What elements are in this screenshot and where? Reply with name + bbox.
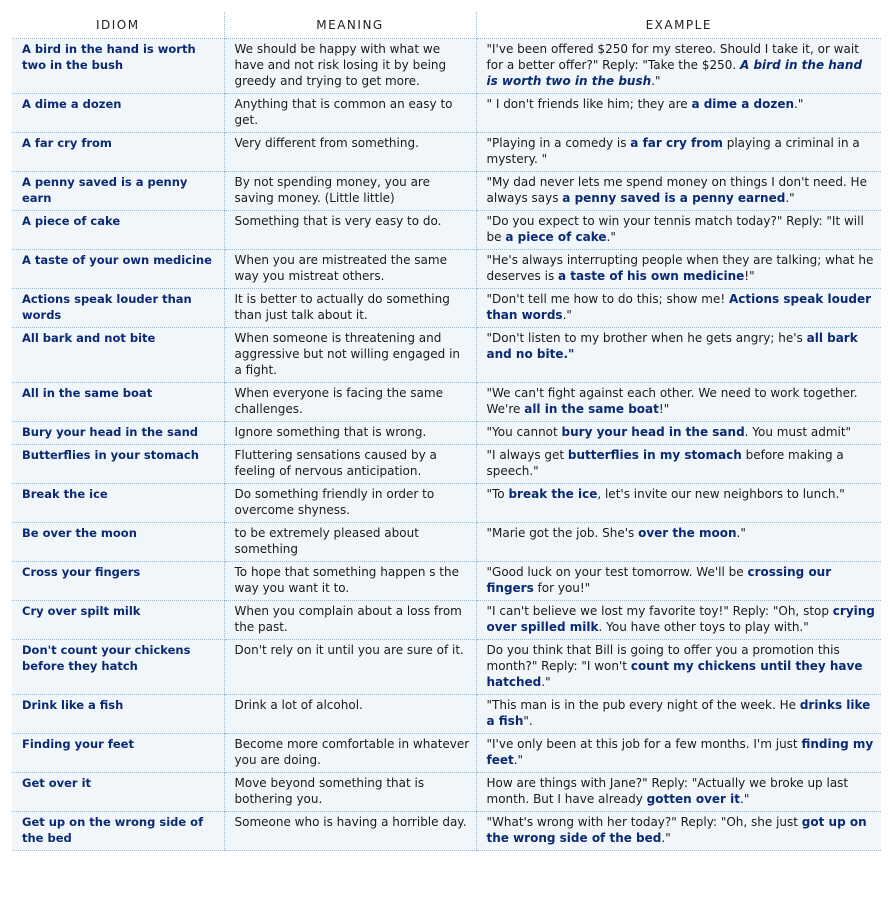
example-cell [476,734,881,773]
idiom-highlight: drinks like a fish [486,698,871,728]
idiom-highlight: got up on the wrong side of the bed [486,815,867,845]
table-row [12,445,881,484]
example-text: before making a speech." [486,448,844,478]
meaning-cell: To hope that something happen s the way you want it to. [224,562,476,601]
idiom-highlight: a piece of cake [505,230,607,244]
example-cell [476,94,881,133]
meaning-cell: It is better to actually do something than just talk about it. [224,289,476,328]
idiom-highlight: over the moon [638,526,737,540]
example-text: "Don't tell me how to do this; show me! [486,292,729,306]
example-text: "My dad never lets me spend money on things I don't need. He always says [486,175,867,205]
table-row [12,172,881,211]
example-text: "You cannot [486,425,562,439]
idiom-cell: Get up on the wrong side of the bed [12,812,224,851]
example-cell [476,172,881,211]
example-text: " I don't friends like him; they are [486,97,692,111]
idiom-cell: Break the ice [12,484,224,523]
example-text: "This man is in the pub every night of the week. He [486,698,800,712]
table-row [12,250,881,289]
idiom-cell: Be over the moon [12,523,224,562]
example-text: ". [523,714,533,728]
idiom-cell: A far cry from [12,133,224,172]
example-cell [476,640,881,695]
idiom-highlight: count my chickens until they have hatched [486,659,863,689]
example-cell [476,133,881,172]
idioms-table [12,12,881,851]
example-text: ." [661,831,671,845]
example-text: ." [651,74,661,88]
idiom-highlight: a taste of his own medicine [558,269,745,283]
example-text: "He's always interrupting people when they are talking; what he deserves is [486,253,874,283]
meaning-cell: to be extremely pleased about something [224,523,476,562]
table-row [12,773,881,812]
idiom-highlight: a penny saved is a penny earned [562,191,786,205]
example-text: "Do you expect to win your tennis match today?" Reply: "It will be [486,214,864,244]
example-cell [476,445,881,484]
meaning-cell: Something that is very easy to do. [224,211,476,250]
meaning-cell: When someone is threatening and aggressive but not willing engaged in a fight. [224,328,476,383]
table-row [12,812,881,851]
example-cell [476,289,881,328]
meaning-cell: Become more comfortable in whatever you are doing. [224,734,476,773]
example-cell [476,250,881,289]
example-cell [476,562,881,601]
example-text: ." [541,675,551,689]
meaning-cell: We should be happy with what we have and not risk losing it by being greedy and trying to get more. [224,39,476,94]
table-body [12,39,881,851]
example-text: ." [740,792,750,806]
idiom-cell: A penny saved is a penny earn [12,172,224,211]
example-text: "I always get [486,448,568,462]
meaning-cell: Do something friendly in order to overcome shyness. [224,484,476,523]
table-row [12,562,881,601]
example-text: . You have other toys to play with." [598,620,809,634]
meaning-cell: Move beyond something that is bothering you. [224,773,476,812]
example-text: "What's wrong with her today?" Reply: "Oh, she just [486,815,802,829]
idiom-cell: Drink like a fish [12,695,224,734]
idiom-highlight: gotten over it [646,792,740,806]
example-text: ." [785,191,795,205]
idiom-cell: Cry over spilt milk [12,601,224,640]
example-text: !" [658,402,670,416]
example-text: "I've been offered $250 for my stereo. Should I take it, or wait for a better offer?" Reply: "Take the $250. [486,42,859,72]
header-example: EXAMPLE [476,12,881,39]
table-row [12,289,881,328]
example-cell [476,601,881,640]
example-text: ." [562,308,572,322]
example-cell [476,484,881,523]
idiom-cell: Bury your head in the sand [12,422,224,445]
example-cell [476,211,881,250]
example-cell [476,695,881,734]
header-meaning: MEANING [224,12,476,39]
example-text: "I can't believe we lost my favorite toy!" Reply: "Oh, stop [486,604,833,618]
idiom-highlight: Actions speak louder than words [486,292,872,322]
table-row [12,133,881,172]
example-text: "Marie got the job. She's [486,526,639,540]
example-text: "Good luck on your test tomorrow. We'll be [486,565,748,579]
example-text: playing a criminal in a mystery. " [486,136,860,166]
example-text: . You must admit" [744,425,852,439]
idiom-cell: A piece of cake [12,211,224,250]
table-row [12,328,881,383]
idiom-cell: All bark and not bite [12,328,224,383]
meaning-cell: Ignore something that is wrong. [224,422,476,445]
example-cell [476,773,881,812]
table-row [12,484,881,523]
idiom-cell: Finding your feet [12,734,224,773]
example-cell [476,812,881,851]
example-text: "I've only been at this job for a few months. I'm just [486,737,802,751]
idiom-cell: Butterflies in your stomach [12,445,224,484]
table-row [12,383,881,422]
idiom-cell: Actions speak louder than words [12,289,224,328]
table-row [12,601,881,640]
example-cell [476,422,881,445]
header-idiom: IDIOM [12,12,224,39]
example-text: for you!" [533,581,591,595]
idiom-highlight: bury your head in the sand [561,425,745,439]
example-text: ." [513,753,524,767]
table-row [12,422,881,445]
table-row [12,523,881,562]
idiom-highlight: A bird in the hand is worth two in the bush [486,58,863,88]
table-row [12,94,881,133]
meaning-cell: When you complain about a loss from the past. [224,601,476,640]
table-row [12,640,881,695]
idiom-highlight: crying over spilled milk [486,604,875,634]
header-row [12,12,881,39]
example-text: ." [794,97,804,111]
example-text: "Playing in a comedy is [486,136,631,150]
example-text: ." [606,230,616,244]
table-row [12,734,881,773]
idiom-cell: Cross your fingers [12,562,224,601]
meaning-cell: Drink a lot of alcohol. [224,695,476,734]
idiom-cell: Get over it [12,773,224,812]
meaning-cell: When you are mistreated the same way you mistreat others. [224,250,476,289]
table-row [12,211,881,250]
example-text: ." [736,526,746,540]
idioms-table-container [12,12,881,851]
idiom-highlight: all bark and no bite." [486,331,858,361]
meaning-cell: Someone who is having a horrible day. [224,812,476,851]
idiom-highlight: butterflies in my stomach [567,448,742,462]
meaning-cell: Don't rely on it until you are sure of it. [224,640,476,695]
example-text: Do you think that Bill is going to offer you a promotion this month?" Reply: "I won't [486,643,840,673]
idiom-highlight: a dime a dozen [691,97,795,111]
idiom-cell: A dime a dozen [12,94,224,133]
idiom-cell: Don't count your chickens before they hatch [12,640,224,695]
example-text: How are things with Jane?" Reply: "Actually we broke up last month. But I have already [486,776,849,806]
example-text: "We can't fight against each other. We need to work together. We're [486,386,858,416]
idiom-highlight: finding my feet [486,737,874,767]
example-cell [476,523,881,562]
idiom-highlight: crossing our fingers [486,565,832,595]
meaning-cell: By not spending money, you are saving money. (Little little) [224,172,476,211]
table-row [12,39,881,94]
idiom-highlight: break the ice [508,487,598,501]
meaning-cell: Very different from something. [224,133,476,172]
example-text: "Don't listen to my brother when he gets angry; he's [486,331,807,345]
example-cell [476,328,881,383]
example-cell [476,39,881,94]
example-text: , let's invite our new neighbors to lunch." [597,487,845,501]
idiom-cell: A bird in the hand is worth two in the bush [12,39,224,94]
table-row [12,695,881,734]
idiom-highlight: all in the same boat [524,402,659,416]
example-cell [476,383,881,422]
meaning-cell: When everyone is facing the same challenges. [224,383,476,422]
meaning-cell: Anything that is common an easy to get. [224,94,476,133]
example-text: "To [486,487,509,501]
example-text: !" [744,269,755,283]
meaning-cell: Fluttering sensations caused by a feeling of nervous anticipation. [224,445,476,484]
idiom-highlight: a far cry from [630,136,723,150]
idiom-cell: All in the same boat [12,383,224,422]
idiom-cell: A taste of your own medicine [12,250,224,289]
